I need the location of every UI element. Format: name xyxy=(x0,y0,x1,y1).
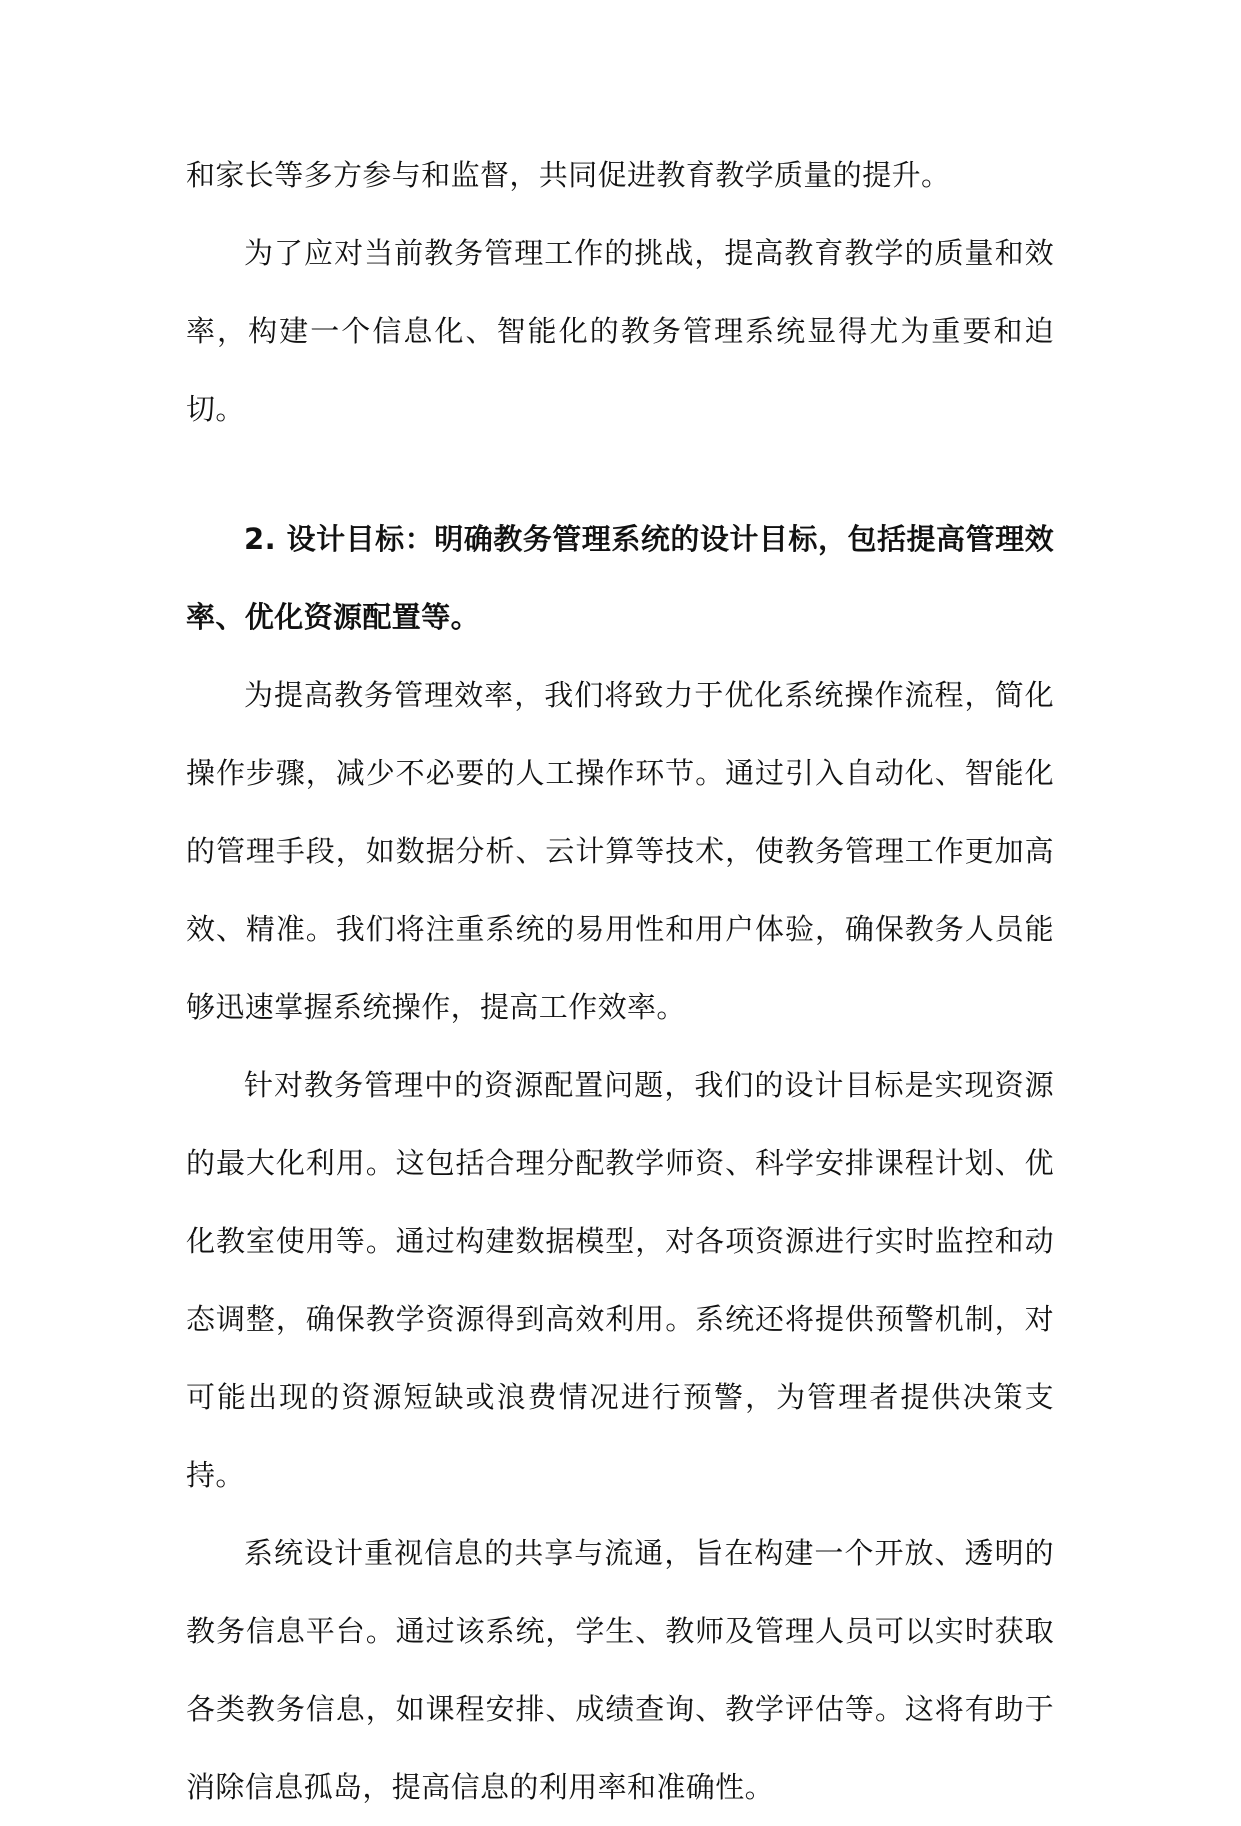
paragraph-efficiency: 为提高教务管理效率，我们将致力于优化系统操作流程，简化操作步骤，减少不必要的人工操作环节。通过引入自动化、智能化的管理手段，如数据分析、云计算等技术，使教务管理工作更加高效、精准。我们将注重系统的易用性和用户体验，确保教务人员能够迅速掌握系统操作，提高工作效率。 xyxy=(186,678,1054,1024)
paragraph-challenge: 为了应对当前教务管理工作的挑战，提高教育教学的质量和效率，构建一个信息化、智能化的教务管理系统显得尤为重要和迫切。 xyxy=(186,236,1054,426)
paragraph-resources: 针对教务管理中的资源配置问题，我们的设计目标是实现资源的最大化利用。这包括合理分配教学师资、科学安排课程计划、优化教室使用等。通过构建数据模型，对各项资源进行实时监控和动态调整，确保教学资源得到高效利用。系统还将提供预警机制，对可能出现的资源短缺或浪费情况进行预警，为管理者提供决策支持。 xyxy=(186,1068,1054,1492)
paragraph-continuation: 和家长等多方参与和监督，共同促进教育教学质量的提升。 xyxy=(186,158,951,192)
document-body xyxy=(186,136,1054,1826)
paragraph-information-sharing: 系统设计重视信息的共享与流通，旨在构建一个开放、透明的教务信息平台。通过该系统，学生、教师及管理人员可以实时获取各类教务信息，如课程安排、成绩查询、教学评估等。这将有助于消除信息孤岛，提高信息的利用率和准确性。 xyxy=(186,1536,1054,1804)
section-heading: 2. 设计目标：明确教务管理系统的设计目标，包括提高管理效率、优化资源配置等。 xyxy=(186,522,1054,634)
